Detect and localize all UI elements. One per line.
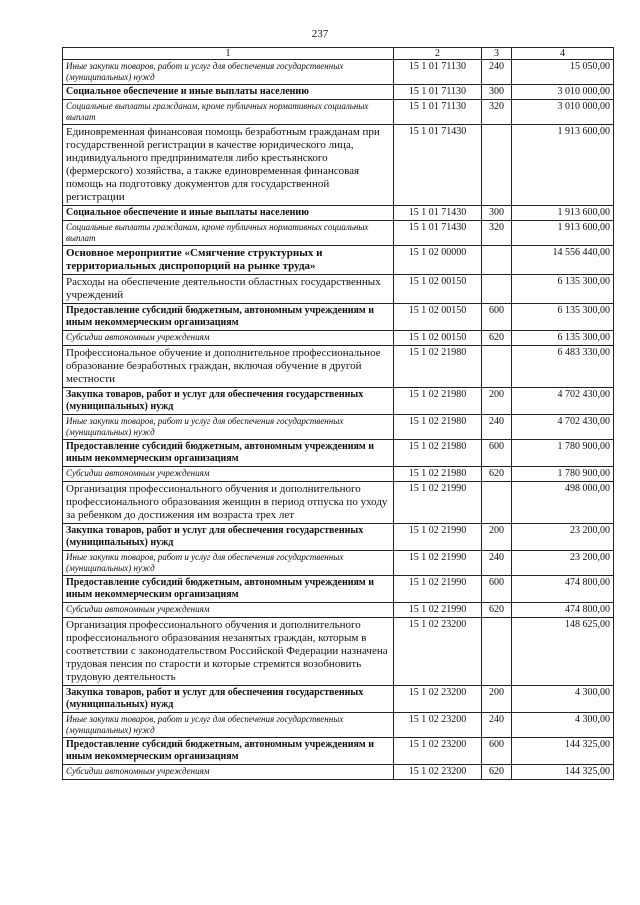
- table-row: [63, 576, 614, 603]
- row-amount: 6 135 300,00: [512, 275, 614, 304]
- row-code: 15 1 02 21990: [394, 603, 482, 618]
- row-expense-type: 620: [482, 765, 512, 780]
- row-amount: 4 300,00: [512, 713, 614, 738]
- header-col-3: 3: [482, 48, 512, 60]
- row-expense-type: 620: [482, 467, 512, 482]
- row-amount: 474 800,00: [512, 576, 614, 603]
- row-amount: 144 325,00: [512, 765, 614, 780]
- row-code: 15 1 02 23200: [394, 738, 482, 765]
- row-expense-type: [482, 482, 512, 524]
- row-code: 15 1 02 21980: [394, 467, 482, 482]
- row-code: 15 1 02 21990: [394, 482, 482, 524]
- row-expense-type: 200: [482, 686, 512, 713]
- row-amount: 14 556 440,00: [512, 246, 614, 275]
- row-code: 15 1 02 23200: [394, 618, 482, 686]
- row-name: Социальное обеспечение и иные выплаты населению: [63, 85, 394, 100]
- table-row: [63, 275, 614, 304]
- row-code: 15 1 02 21980: [394, 440, 482, 467]
- row-name: Субсидии автономным учреждениям: [63, 331, 394, 346]
- row-name: Закупка товаров, работ и услуг для обеспечения государственных (муниципальных) нужд: [63, 524, 394, 551]
- row-expense-type: 320: [482, 221, 512, 246]
- row-name: Субсидии автономным учреждениям: [63, 467, 394, 482]
- table-body: [63, 60, 614, 780]
- row-code: 15 1 01 71130: [394, 100, 482, 125]
- row-code: 15 1 02 21990: [394, 551, 482, 576]
- row-name: Основное мероприятие «Смягчение структурных и территориальных диспропорций на рынке труда»: [63, 246, 394, 275]
- table-row: [63, 765, 614, 780]
- table-row: [63, 85, 614, 100]
- row-name: Предоставление субсидий бюджетным, автономным учреждениям и иным некоммерческим организациям: [63, 304, 394, 331]
- row-name: Расходы на обеспечение деятельности областных государственных учреждений: [63, 275, 394, 304]
- table-row: [63, 482, 614, 524]
- table-row: [63, 221, 614, 246]
- row-amount: 498 000,00: [512, 482, 614, 524]
- row-expense-type: 600: [482, 304, 512, 331]
- row-expense-type: 320: [482, 100, 512, 125]
- row-expense-type: 240: [482, 415, 512, 440]
- budget-table: [62, 47, 614, 780]
- row-expense-type: [482, 246, 512, 275]
- header-row: [63, 48, 614, 60]
- row-amount: 23 200,00: [512, 551, 614, 576]
- row-code: 15 1 01 71130: [394, 60, 482, 85]
- row-expense-type: 600: [482, 440, 512, 467]
- table-row: [63, 440, 614, 467]
- row-amount: 6 135 300,00: [512, 304, 614, 331]
- table-row: [63, 246, 614, 275]
- row-name: Организация профессионального обучения и дополнительного профессионального образования женщин в период отпуска по уходу за ребенком до достижения им возраста трех лет: [63, 482, 394, 524]
- row-expense-type: [482, 346, 512, 388]
- table-row: [63, 686, 614, 713]
- table-row: [63, 467, 614, 482]
- row-amount: 4 702 430,00: [512, 415, 614, 440]
- table-row: [63, 206, 614, 221]
- row-name: Закупка товаров, работ и услуг для обеспечения государственных (муниципальных) нужд: [63, 388, 394, 415]
- row-code: 15 1 02 00000: [394, 246, 482, 275]
- header-col-4: 4: [512, 48, 614, 60]
- row-code: 15 1 02 21980: [394, 415, 482, 440]
- row-amount: 3 010 000,00: [512, 100, 614, 125]
- table-row: [63, 60, 614, 85]
- row-name: Субсидии автономным учреждениям: [63, 765, 394, 780]
- row-expense-type: 200: [482, 524, 512, 551]
- row-amount: 1 780 900,00: [512, 440, 614, 467]
- row-name: Предоставление субсидий бюджетным, автономным учреждениям и иным некоммерческим организациям: [63, 576, 394, 603]
- row-name: Единовременная финансовая помощь безработным гражданам при государственной регистрации в качестве юридического лица, индивидуального предпринимателя либо крестьянского (фермерского) хозяйства, а также единовременная финансовая помощь на подготовку документов для государственной регистрации: [63, 125, 394, 206]
- row-expense-type: [482, 618, 512, 686]
- row-code: 15 1 01 71430: [394, 221, 482, 246]
- row-expense-type: [482, 275, 512, 304]
- row-amount: 474 800,00: [512, 603, 614, 618]
- row-name: Иные закупки товаров, работ и услуг для обеспечения государственных (муниципальных) нужд: [63, 551, 394, 576]
- table-row: [63, 331, 614, 346]
- row-code: 15 1 02 00150: [394, 275, 482, 304]
- row-amount: 144 325,00: [512, 738, 614, 765]
- table-row: [63, 304, 614, 331]
- table-row: [63, 713, 614, 738]
- row-expense-type: 240: [482, 60, 512, 85]
- table-row: [63, 524, 614, 551]
- row-expense-type: 600: [482, 576, 512, 603]
- row-name: Иные закупки товаров, работ и услуг для обеспечения государственных (муниципальных) нужд: [63, 60, 394, 85]
- row-name: Предоставление субсидий бюджетным, автономным учреждениям и иным некоммерческим организациям: [63, 440, 394, 467]
- row-expense-type: 300: [482, 85, 512, 100]
- row-amount: 3 010 000,00: [512, 85, 614, 100]
- row-amount: 1 780 900,00: [512, 467, 614, 482]
- row-expense-type: 600: [482, 738, 512, 765]
- row-name: Субсидии автономным учреждениям: [63, 603, 394, 618]
- row-code: 15 1 02 21990: [394, 524, 482, 551]
- row-expense-type: 620: [482, 603, 512, 618]
- row-amount: 1 913 600,00: [512, 206, 614, 221]
- table-row: [63, 738, 614, 765]
- header-col-2: 2: [394, 48, 482, 60]
- table-row: [63, 388, 614, 415]
- row-name: Социальные выплаты гражданам, кроме публичных нормативных социальных выплат: [63, 100, 394, 125]
- row-code: 15 1 02 21980: [394, 388, 482, 415]
- table-row: [63, 618, 614, 686]
- table-row: [63, 125, 614, 206]
- row-code: 15 1 02 00150: [394, 304, 482, 331]
- row-amount: 4 300,00: [512, 686, 614, 713]
- table-row: [63, 551, 614, 576]
- page-number: 237: [311, 28, 329, 40]
- row-amount: 15 050,00: [512, 60, 614, 85]
- row-amount: 1 913 600,00: [512, 221, 614, 246]
- row-code: 15 1 02 21980: [394, 346, 482, 388]
- row-expense-type: 300: [482, 206, 512, 221]
- row-amount: 6 483 330,00: [512, 346, 614, 388]
- header-col-1: 1: [63, 48, 394, 60]
- row-code: 15 1 02 23200: [394, 765, 482, 780]
- row-name: Социальное обеспечение и иные выплаты населению: [63, 206, 394, 221]
- row-code: 15 1 02 00150: [394, 331, 482, 346]
- row-amount: 1 913 600,00: [512, 125, 614, 206]
- row-amount: 23 200,00: [512, 524, 614, 551]
- row-code: 15 1 01 71430: [394, 206, 482, 221]
- row-expense-type: 240: [482, 713, 512, 738]
- row-code: 15 1 02 21990: [394, 576, 482, 603]
- row-expense-type: 240: [482, 551, 512, 576]
- table-row: [63, 415, 614, 440]
- row-name: Иные закупки товаров, работ и услуг для обеспечения государственных (муниципальных) нужд: [63, 415, 394, 440]
- row-code: 15 1 01 71130: [394, 85, 482, 100]
- row-expense-type: 620: [482, 331, 512, 346]
- row-name: Профессиональное обучение и дополнительное профессиональное образование безработных граждан, включая обучение в другой местности: [63, 346, 394, 388]
- row-expense-type: 200: [482, 388, 512, 415]
- row-code: 15 1 01 71430: [394, 125, 482, 206]
- row-name: Предоставление субсидий бюджетным, автономным учреждениям и иным некоммерческим организациям: [63, 738, 394, 765]
- table-row: [63, 100, 614, 125]
- table-row: [63, 346, 614, 388]
- row-code: 15 1 02 23200: [394, 713, 482, 738]
- row-name: Организация профессионального обучения и дополнительного профессионального образования незанятых граждан, которым в соответствии с законодательством Российской Федерации назначена трудовая пенсия по старости и которые стремятся возобновить трудовую деятельность: [63, 618, 394, 686]
- row-name: Социальные выплаты гражданам, кроме публичных нормативных социальных выплат: [63, 221, 394, 246]
- row-amount: 148 625,00: [512, 618, 614, 686]
- row-code: 15 1 02 23200: [394, 686, 482, 713]
- table-row: [63, 603, 614, 618]
- row-name: Закупка товаров, работ и услуг для обеспечения государственных (муниципальных) нужд: [63, 686, 394, 713]
- row-amount: 6 135 300,00: [512, 331, 614, 346]
- row-expense-type: [482, 125, 512, 206]
- row-amount: 4 702 430,00: [512, 388, 614, 415]
- row-name: Иные закупки товаров, работ и услуг для обеспечения государственных (муниципальных) нужд: [63, 713, 394, 738]
